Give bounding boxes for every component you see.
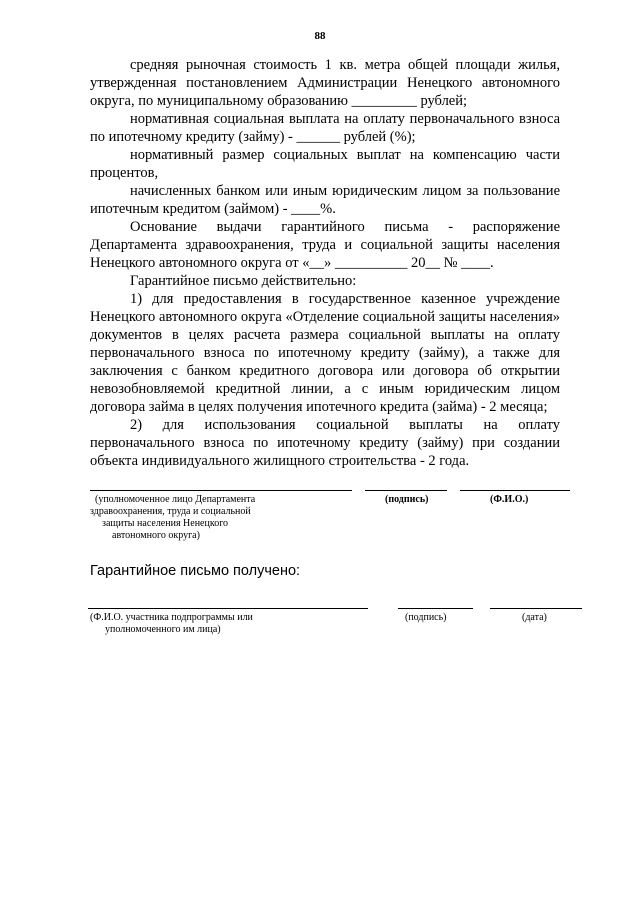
official-label-line-4: автономного округа): [112, 530, 200, 541]
fio-line: [460, 490, 570, 491]
official-signature-line: [90, 490, 352, 491]
paragraph-accrued-interest: начисленных банком или иным юридическим лицом за пользование ипотечным кредитом (займом) - ____%.: [90, 183, 560, 217]
official-label-line-1: (уполномоченное лицо Департамента: [95, 494, 256, 505]
paragraph-market-cost: средняя рыночная стоимость 1 кв. метра общей площади жилья, утвержденная постановлением Администрации Ненецкого автономного округа, по муниципальному образованию _________ рублей;: [90, 57, 560, 109]
participant-signature-label: (подпись): [405, 612, 447, 623]
fio-label: (Ф.И.О.): [490, 494, 529, 505]
participant-line: [88, 608, 368, 609]
paragraph-basis: Основание выдачи гарантийного письма - распоряжение Департамента здравоохранения, труда и социальной защиты населения Ненецкого автономного округа от «__» __________ 20__ № ____.: [90, 219, 560, 271]
letter-body: [90, 56, 560, 470]
paragraph-validity-item-1: 1) для предоставления в государственное казенное учреждение Ненецкого автономного округа «Отделение социальной защиты населения» документов в целях расчета размера социальной выплаты на оплату первоначального взноса по ипотечному кредиту (займу), а также для заключения с банком кредитного договора или договора об открытии невозобновляемой кредитной линии, а с иным юридическим лицом договора займа в целях получения ипотечного кредита (займа) - 2 месяца;: [90, 291, 560, 415]
signature-label: (подпись): [385, 494, 429, 505]
paragraph-interest-compensation: нормативный размер социальных выплат на компенсацию части процентов,: [90, 147, 560, 181]
participant-label-line-2: уполномоченного им лица): [105, 624, 221, 635]
signature-line: [365, 490, 447, 491]
paragraph-validity-item-2: 2) для использования социальной выплаты на оплату первоначального взноса по ипотечному кредиту (займу) при создании объекта индивидуального жилищного строительства - 2 года.: [90, 417, 560, 469]
date-line: [490, 608, 582, 609]
official-label-line-3: защиты населения Ненецкого: [102, 518, 229, 529]
date-label: (дата): [522, 612, 547, 623]
paragraph-validity-heading: Гарантийное письмо действительно:: [130, 273, 357, 289]
page-number: 88: [314, 30, 326, 42]
official-label-line-2: здравоохранения, труда и социальной: [90, 506, 251, 517]
paragraph-normative-payment: нормативная социальная выплата на оплату первоначального взноса по ипотечному кредиту (займу) - ______ рублей (%);: [90, 111, 560, 145]
received-heading: Гарантийное письмо получено:: [90, 563, 301, 579]
participant-signature-line: [398, 608, 473, 609]
participant-label-line-1: (Ф.И.О. участника подпрограммы или: [90, 612, 253, 623]
